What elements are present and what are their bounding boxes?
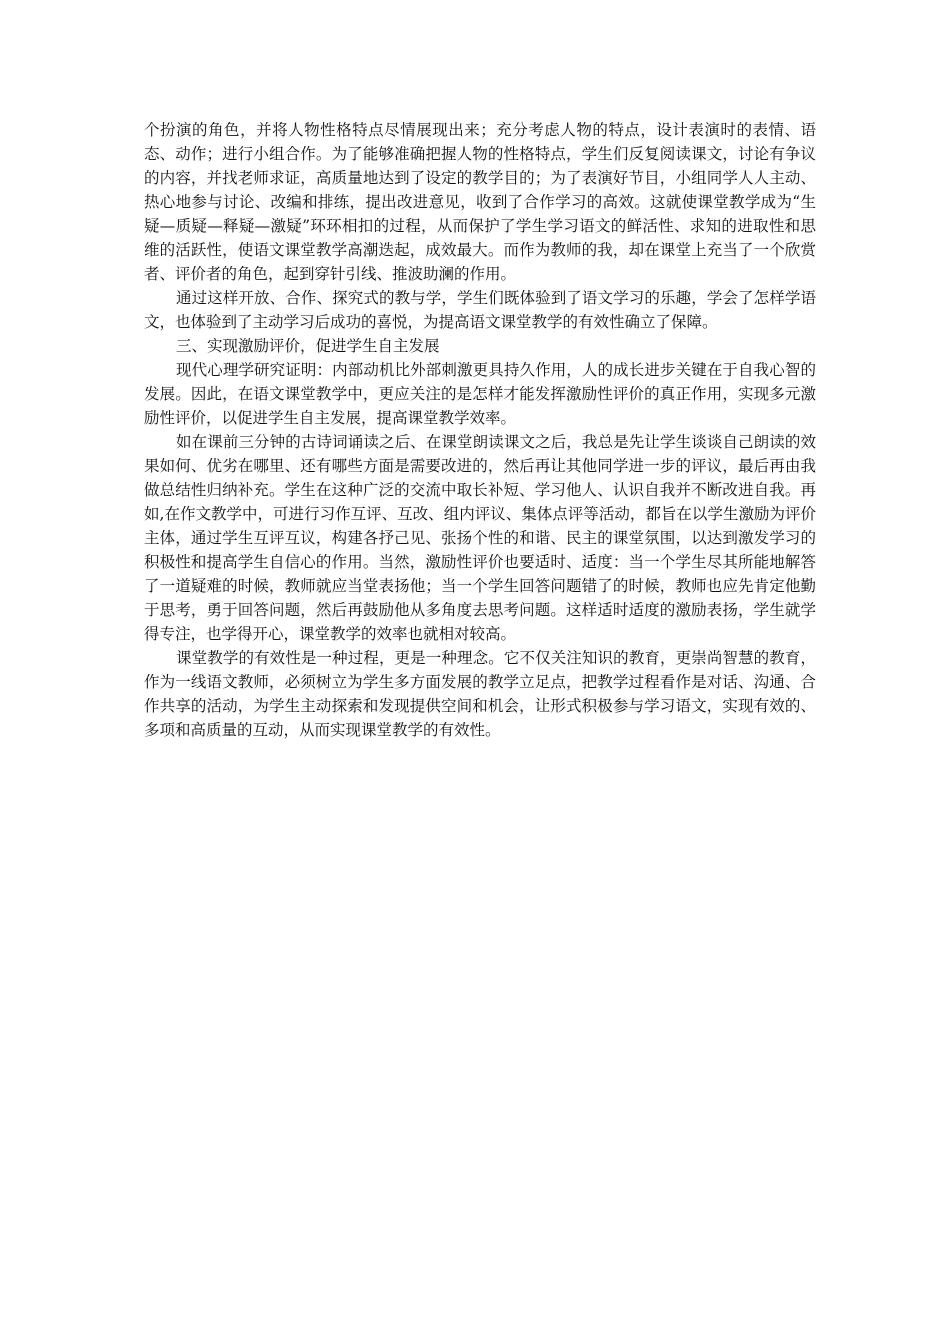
paragraph-conclusion: 课堂教学的有效性是一种过程，更是一种理念。它不仅关注知识的教育，更崇尚智慧的教育，作为一线语文教师，必须树立为学生多方面发展的教学立足点，把教学过程看作是对话、沟通、合作共享的活动，为学生主动探索和发现提供空间和机会，让形式积极参与学习语文，实现有效的、多项和高质量的互动，从而实现课堂教学的有效性。: [144, 649, 816, 739]
paragraph-psychology: 现代心理学研究证明：内部动机比外部刺激更具持久作用，人的成长进步关键在于自我心智的发展。因此，在语文课堂教学中，更应关注的是怎样才能发挥激励性评价的真正作用，实现多元激励性评价，以促进学生自主发展，提高课堂教学效率。: [144, 361, 816, 427]
paragraph-examples: 如在课前三分钟的古诗词诵读之后、在课堂朗读课文之后，我总是先让学生谈谈自己朗读的效果如何、优劣在哪里、还有哪些方面是需要改进的，然后再让其他同学进一步的评议，最后再由我做总结性归纳补充。学生在这种广泛的交流中取长补短、学习他人、认识自我并不断改进自我。再如,在作文教学中，可进行习作互评、互改、组内评议、集体点评等活动，都旨在以学生激励为评价主体，通过学生互评互议，构建各抒己见、张扬个性的和谐、民主的课堂氛围，以达到激发学习的积极性和提高学生自信心的作用。当然，激励性评价也要适时、适度：当一个学生尽其所能地解答了一道疑难的时候，教师就应当堂表扬他；当一个学生回答问题错了的时候，教师也应先肯定他勤于思考，勇于回答问题，然后再鼓励他从多角度去思考问题。这样适时适度的激励表扬，学生就学得专注，也学得开心，课堂教学的效率也就相对较高。: [144, 433, 816, 643]
section-heading-3: 三、实现激励评价，促进学生自主发展: [176, 337, 440, 355]
document-body: [144, 118, 816, 742]
paragraph-continuation: 个扮演的角色，并将人物性格特点尽情展现出来；充分考虑人物的特点，设计表演时的表情、语态、动作；进行小组合作。为了能够准确把握人物的性格特点，学生们反复阅读课文，讨论有争议的内容，并找老师求证，高质量地达到了设定的教学目的；为了表演好节目，小组同学人人主动、热心地参与讨论、改编和排练，提出改进意见，收到了合作学习的高效。这就使课堂教学成为“生疑—质疑—释疑—激疑”环环相扣的过程，从而保护了学生学习语文的鲜活性、求知的进取性和思维的活跃性，使语文课堂教学高潮迭起，成效最大。而作为教师的我，却在课堂上充当了一个欣赏者、评价者的角色，起到穿针引线、推波助澜的作用。: [144, 121, 816, 283]
paragraph-open-learning: 通过这样开放、合作、探究式的教与学，学生们既体验到了语文学习的乐趣，学会了怎样学语文，也体验到了主动学习后成功的喜悦，为提高语文课堂教学的有效性确立了保障。: [144, 289, 816, 331]
